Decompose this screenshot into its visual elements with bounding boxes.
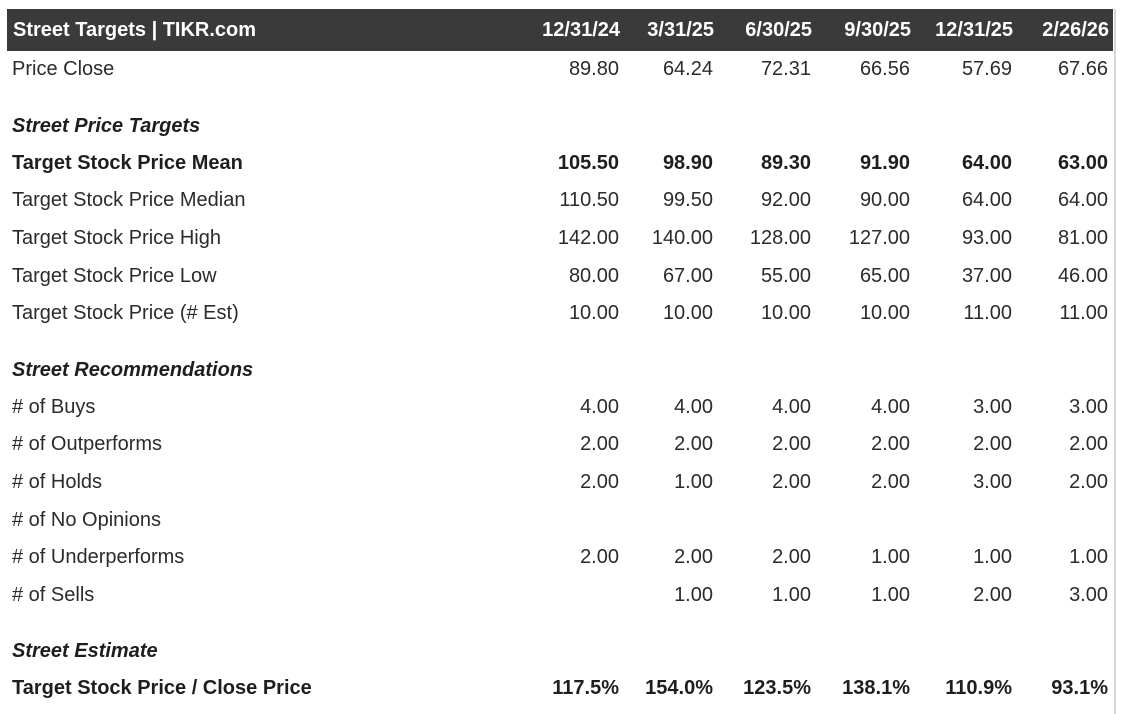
row-target-median [7, 182, 1113, 220]
cell-value: 3.00 [973, 395, 1012, 418]
row-target-high [7, 220, 1113, 258]
cell-value: 1.00 [772, 583, 811, 606]
cell-value: 4.00 [674, 395, 713, 418]
cell-value: 2.00 [772, 471, 811, 494]
cell-value: 46.00 [1057, 264, 1108, 287]
cell-value: 93.1% [1051, 677, 1108, 700]
row-target-low [7, 257, 1113, 295]
cell-value: 105.50 [557, 151, 619, 174]
cell-value: 1.00 [871, 583, 910, 606]
cell-value: 1.00 [674, 471, 713, 494]
cell-value: 65.00 [859, 264, 910, 287]
cell-value: 72.31 [760, 58, 811, 81]
cell-value: 67.66 [1057, 58, 1108, 81]
cell-value: 2.00 [580, 471, 619, 494]
row-label: # of No Opinions [12, 508, 161, 531]
row-holds [7, 464, 1113, 502]
cell-value: 67.00 [662, 264, 713, 287]
cell-value: 4.00 [580, 395, 619, 418]
cell-value: 81.00 [1057, 227, 1108, 250]
row-target-est [7, 295, 1113, 333]
column-header-date[interactable]: 12/31/24 [542, 18, 620, 41]
cell-value: 117.5% [552, 677, 619, 700]
row-label: Target Stock Price Low [12, 264, 217, 287]
street-targets-table [7, 9, 1116, 714]
cell-value [514, 577, 624, 615]
spacer-row [7, 89, 1113, 108]
row-buys [7, 389, 1113, 427]
row-label: Target Stock Price High [12, 227, 221, 250]
cell-value: 2.00 [674, 546, 713, 569]
row-label: Target Stock Price Median [12, 189, 246, 212]
cell-value: 89.80 [568, 58, 619, 81]
cell-value: 10.00 [662, 302, 713, 325]
cell-value [514, 501, 624, 539]
cell-value: 98.90 [662, 151, 713, 174]
section-heading: Street Price Targets [12, 114, 201, 137]
cell-value: 2.00 [871, 433, 910, 456]
cell-value: 1.00 [674, 583, 713, 606]
cell-value: 55.00 [760, 264, 811, 287]
cell-value: 1.00 [871, 546, 910, 569]
cell-value: 10.00 [760, 302, 811, 325]
cell-value: 64.00 [1057, 189, 1108, 212]
cell-value: 1.00 [1069, 546, 1108, 569]
row-label: # of Sells [12, 583, 95, 606]
column-header-date[interactable]: 2/26/26 [1042, 18, 1109, 41]
cell-value: 2.00 [772, 433, 811, 456]
row-underperforms [7, 539, 1113, 577]
column-header-date[interactable]: 3/31/25 [647, 18, 714, 41]
row-label: Price Close [12, 58, 115, 81]
cell-value: 1.00 [973, 546, 1012, 569]
cell-value [915, 501, 1017, 539]
cell-value [1017, 501, 1113, 539]
cell-value: 2.00 [1069, 433, 1108, 456]
cell-value: 91.90 [859, 151, 910, 174]
cell-value: 3.00 [973, 471, 1012, 494]
cell-value [624, 501, 718, 539]
cell-value: 138.1% [842, 677, 910, 700]
cell-value: 10.00 [568, 302, 619, 325]
row-label: Target Stock Price Mean [12, 151, 243, 174]
cell-value: 64.00 [961, 189, 1012, 212]
data-table [7, 9, 1113, 708]
cell-value: 3.00 [1069, 583, 1108, 606]
cell-value: 154.0% [645, 677, 713, 700]
cell-value: 128.00 [749, 227, 811, 250]
cell-value: 90.00 [859, 189, 910, 212]
table-title: Street Targets | TIKR.com [13, 18, 257, 41]
cell-value: 110.50 [559, 189, 619, 212]
column-header-date[interactable]: 9/30/25 [844, 18, 911, 41]
cell-value: 99.50 [662, 189, 713, 212]
cell-value: 142.00 [557, 227, 619, 250]
cell-value: 11.00 [1059, 302, 1108, 325]
header-row [7, 9, 1113, 51]
cell-value: 66.56 [859, 58, 910, 81]
cell-value: 80.00 [568, 264, 619, 287]
cell-value: 11.00 [963, 302, 1012, 325]
row-label: # of Outperforms [12, 433, 163, 456]
row-label: # of Underperforms [12, 546, 185, 569]
section-street-estimate [7, 633, 1113, 670]
column-header-date[interactable]: 12/31/25 [935, 18, 1013, 41]
cell-value: 2.00 [973, 583, 1012, 606]
cell-value: 37.00 [961, 264, 1012, 287]
cell-value: 2.00 [871, 471, 910, 494]
cell-value: 93.00 [961, 227, 1012, 250]
cell-value: 3.00 [1069, 395, 1108, 418]
cell-value: 64.00 [961, 151, 1012, 174]
row-target-close-ratio [7, 670, 1113, 708]
cell-value: 63.00 [1057, 151, 1108, 174]
row-label: Target Stock Price / Close Price [12, 677, 312, 700]
cell-value: 140.00 [651, 227, 713, 250]
cell-value [816, 501, 915, 539]
cell-value: 89.30 [760, 151, 811, 174]
cell-value: 64.24 [662, 58, 713, 81]
row-price-close [7, 51, 1113, 89]
column-header-date[interactable]: 6/30/25 [745, 18, 812, 41]
spacer-row [7, 333, 1113, 352]
row-no-opinions [7, 501, 1113, 539]
cell-value: 2.00 [772, 546, 811, 569]
section-street-price-targets [7, 108, 1113, 145]
row-target-mean [7, 145, 1113, 183]
cell-value: 110.9% [945, 677, 1012, 700]
row-label: # of Holds [12, 471, 103, 494]
cell-value: 10.00 [859, 302, 910, 325]
row-label: # of Buys [12, 395, 96, 418]
cell-value: 2.00 [1069, 471, 1108, 494]
row-outperforms [7, 426, 1113, 464]
cell-value: 92.00 [760, 189, 811, 212]
cell-value: 123.5% [743, 677, 811, 700]
section-heading: Street Estimate [12, 640, 158, 663]
spacer-row [7, 614, 1113, 633]
cell-value: 4.00 [871, 395, 910, 418]
cell-value: 127.00 [848, 227, 910, 250]
cell-value: 2.00 [580, 546, 619, 569]
cell-value: 2.00 [973, 433, 1012, 456]
cell-value [718, 501, 816, 539]
section-street-recommendations [7, 352, 1113, 389]
cell-value: 2.00 [580, 433, 619, 456]
cell-value: 2.00 [674, 433, 713, 456]
cell-value: 57.69 [961, 58, 1012, 81]
cell-value: 4.00 [772, 395, 811, 418]
row-sells [7, 577, 1113, 615]
row-label: Target Stock Price (# Est) [12, 302, 239, 325]
section-heading: Street Recommendations [12, 358, 254, 381]
